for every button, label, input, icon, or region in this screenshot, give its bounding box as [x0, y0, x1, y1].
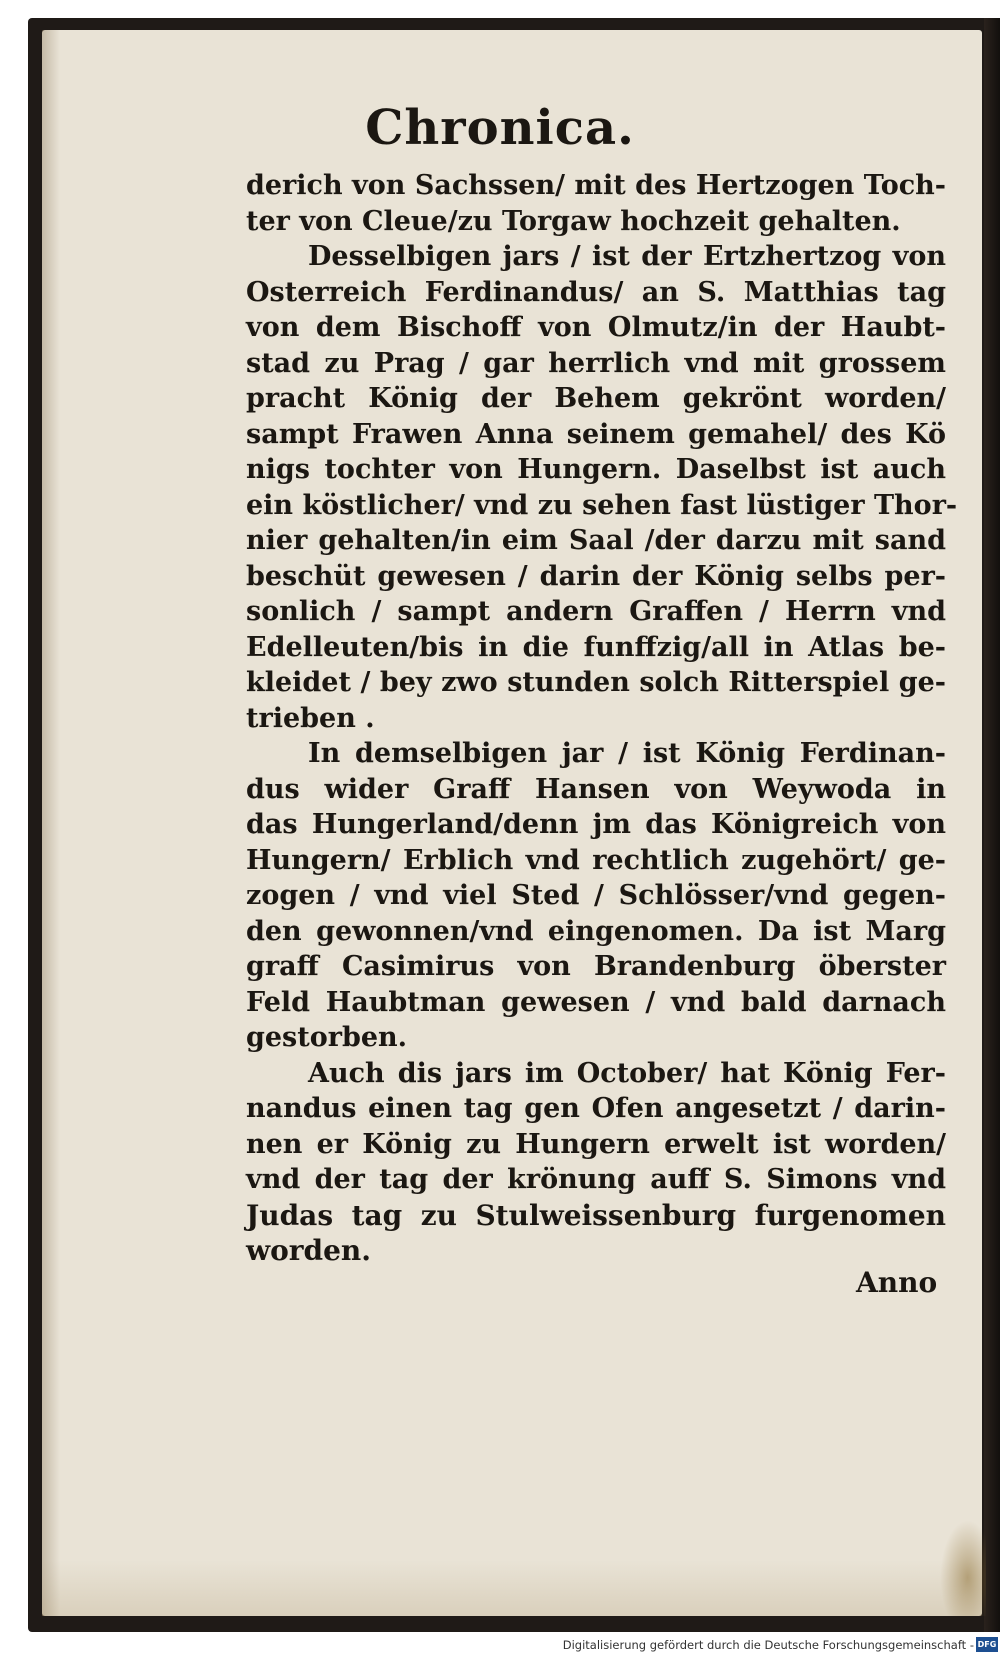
text-line: Edelleuten/bis in die funffzig/all in Atlas be- — [246, 631, 946, 663]
text-line: den gewonnen/vnd eingenomen. Da ist Marg — [246, 915, 946, 947]
text-line: sampt Frawen Anna seinem gemahel/ des Kö — [246, 418, 946, 450]
catchword: Anno — [856, 1266, 938, 1299]
body-text — [246, 168, 958, 1269]
running-head: Chronica. — [365, 100, 635, 156]
text-line: Feld Haubtman gewesen / vnd bald darnach — [246, 986, 946, 1018]
text-line: Hungern/ Erblich vnd rechtlich zugehört/ ge- — [246, 844, 946, 876]
text-line: nandus einen tag gen Ofen angesetzt / darin- — [246, 1093, 946, 1124]
text-line: derich von Sachssen/ mit des Hertzogen Toch- — [246, 170, 946, 201]
text-line: Judas tag zu Stulweissenburg furgenomen — [246, 1198, 946, 1232]
text-line: zogen / vnd viel Sted / Schlösser/vnd gegen- — [246, 880, 946, 911]
text-line: ein köstlicher/ vnd zu sehen fast lüstiger Thor- — [246, 489, 958, 521]
text-line: trieben . — [246, 702, 375, 734]
text-line: pracht König der Behem gekrönt worden/ — [246, 383, 946, 414]
text-line: beschüt gewesen / darin der König selbs per- — [246, 560, 946, 592]
text-line: von dem Bischoff von Olmutz/in der Haubt- — [246, 312, 946, 343]
page-stain — [940, 1520, 986, 1616]
text-line: gestorben. — [246, 1022, 408, 1053]
text-line: stad zu Prag / gar herrlich vnd mit grossem — [246, 347, 946, 379]
text-line: nen er König zu Hungern erwelt ist worden/ — [246, 1128, 946, 1160]
text-line: worden. — [246, 1234, 372, 1267]
text-line: vnd der tag der krönung auff S. Simons vnd — [246, 1164, 946, 1195]
text-line: sonlich / sampt andern Graffen / Herrn vnd — [246, 596, 946, 627]
book-board-edge — [984, 18, 1000, 1632]
paragraph-first-line: Auch dis jars im October/ hat König Fer- — [308, 1057, 946, 1089]
text-line: nier gehalten/in eim Saal /der darzu mit sand — [246, 525, 946, 556]
text-line: dus wider Graff Hansen von Weywoda in — [246, 773, 946, 805]
digitization-credit: Digitalisierung gefördert durch die Deutsche Forschungsgemeinschaft - — [562, 1638, 974, 1652]
text-line: Osterreich Ferdinandus/ an S. Matthias tag — [246, 276, 946, 308]
text-line: graff Casimirus von Brandenburg öberster — [246, 951, 946, 982]
text-line: kleidet / bey zwo stunden solch Ritterspiel ge- — [246, 667, 946, 698]
dfg-logo: DFG — [976, 1637, 998, 1652]
page-gutter-shadow — [42, 30, 60, 1616]
text-line: ter von Cleue/zu Torgaw hochzeit gehalten. — [246, 205, 901, 237]
text-line: das Hungerland/denn jm das Königreich von — [246, 809, 946, 840]
page-bottom-shadow — [42, 1560, 982, 1616]
text-line: nigs tochter von Hungern. Daselbst ist auch — [246, 454, 946, 485]
paragraph-first-line: Desselbigen jars / ist der Ertzhertzog von — [308, 241, 946, 272]
paragraph-first-line: In demselbigen jar / ist König Ferdinan- — [308, 738, 946, 769]
